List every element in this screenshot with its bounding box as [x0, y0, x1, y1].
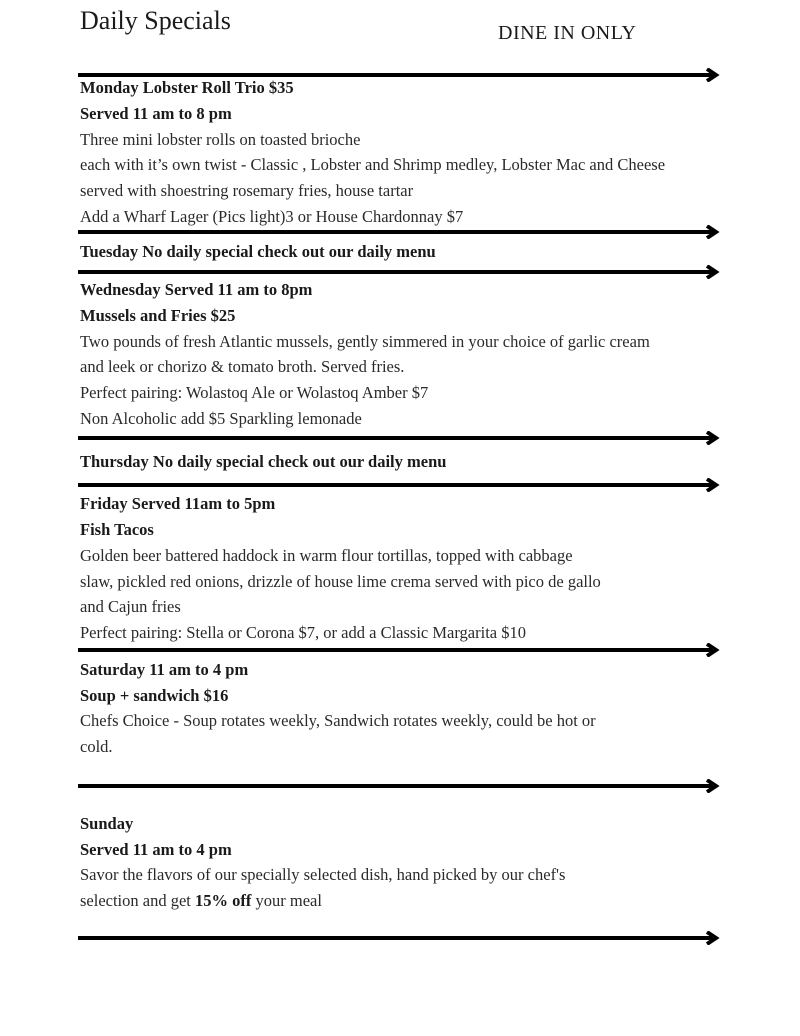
- monday-heading: Monday Lobster Roll Trio $35: [80, 78, 294, 97]
- monday-line: Three mini lobster rolls on toasted brioche: [80, 130, 361, 149]
- friday-line: slaw, pickled red onions, drizzle of house lime crema served with pico de gallo: [80, 572, 601, 591]
- friday-line: and Cajun fries: [80, 597, 181, 616]
- monday-line: each with it’s own twist - Classic , Lobster and Shrimp medley, Lobster Mac and Cheese: [80, 155, 666, 174]
- arrow-right-icon: [78, 265, 723, 279]
- arrow-right-icon: [78, 431, 723, 445]
- arrow-right-icon: [78, 779, 723, 793]
- friday-line: Golden beer battered haddock in warm flour tortillas, topped with cabbage: [80, 546, 573, 565]
- wednesday-line: Perfect pairing: Wolastoq Ale or Wolastoq Amber $7: [80, 383, 429, 402]
- saturday-heading: Saturday 11 am to 4 pm: [80, 660, 249, 679]
- sunday-hours: Served 11 am to 4 pm: [80, 840, 232, 859]
- monday-line: served with shoestring rosemary fries, house tartar: [80, 181, 414, 200]
- page-title: Daily Specials: [80, 6, 231, 35]
- arrow-right-icon: [78, 643, 723, 657]
- sunday-offer-suffix: your meal: [251, 891, 322, 910]
- arrow-right-icon: [78, 478, 723, 492]
- friday-dish: Fish Tacos: [80, 520, 154, 539]
- thursday-heading: Thursday No daily special check out our daily menu: [80, 452, 447, 471]
- wednesday-line: and leek or chorizo & tomato broth. Served fries.: [80, 357, 405, 376]
- arrow-right-icon: [78, 931, 723, 945]
- monday-line: Add a Wharf Lager (Pics light)3 or House Chardonnay $7: [80, 207, 464, 226]
- wednesday-dish: Mussels and Fries $25: [80, 306, 236, 325]
- wednesday-heading: Wednesday Served 11 am to 8pm: [80, 280, 313, 299]
- arrow-right-icon: [78, 225, 723, 239]
- discount-text: 15% off: [195, 891, 252, 910]
- wednesday-line: Non Alcoholic add $5 Sparkling lemonade: [80, 409, 362, 428]
- sunday-line: Savor the flavors of our specially selected dish, hand picked by our chef's: [80, 865, 566, 884]
- friday-line: Perfect pairing: Stella or Corona $7, or add a Classic Margarita $10: [80, 623, 526, 642]
- sunday-offer-prefix: selection and get: [80, 891, 196, 910]
- monday-hours: Served 11 am to 8 pm: [80, 104, 232, 123]
- saturday-dish: Soup + sandwich $16: [80, 686, 229, 705]
- sunday-heading: Sunday: [80, 814, 134, 833]
- sunday-offer-line: [80, 891, 322, 911]
- tuesday-heading: Tuesday No daily special check out our daily menu: [80, 242, 436, 261]
- wednesday-line: Two pounds of fresh Atlantic mussels, gently simmered in your choice of garlic cream: [80, 332, 650, 351]
- saturday-line: Chefs Choice - Soup rotates weekly, Sandwich rotates weekly, could be hot or: [80, 711, 596, 730]
- dine-in-notice: DINE IN ONLY: [498, 22, 637, 44]
- friday-heading: Friday Served 11am to 5pm: [80, 494, 276, 513]
- saturday-line: cold.: [80, 737, 113, 756]
